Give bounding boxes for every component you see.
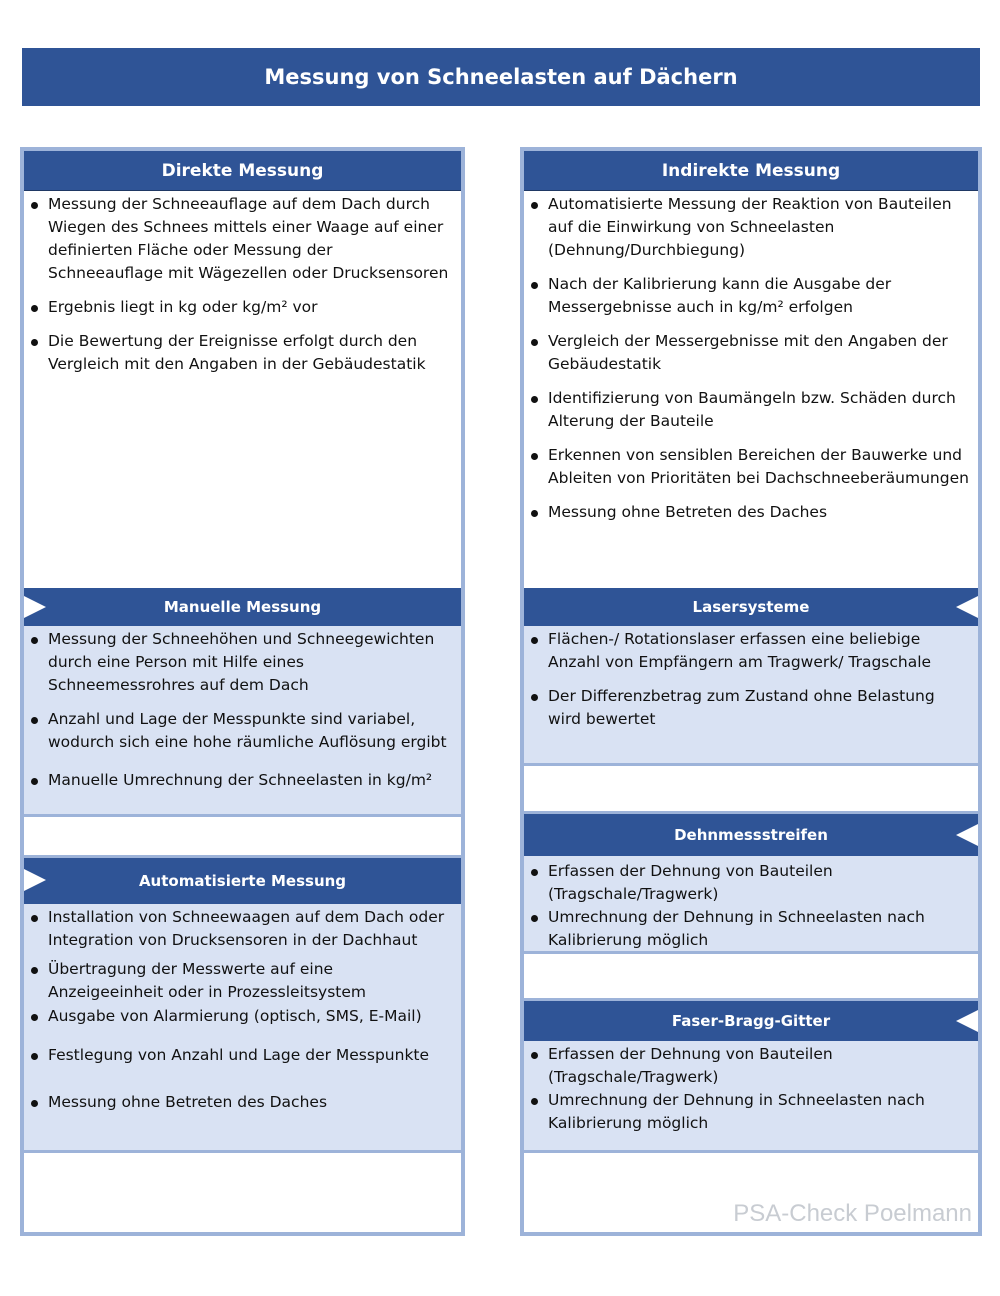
laser-list <box>526 628 972 731</box>
list-item: Automatisierte Messung der Reaktion von Bauteilen auf die Einwirkung von Schneelasten (Dehnung/Durchbiegung) <box>526 193 972 262</box>
indirect-heading-label: Indirekte Messung <box>661 160 841 181</box>
separator <box>524 951 978 954</box>
list-item: Identifizierung von Baumängeln bzw. Schäden durch Alterung der Bauteile <box>526 387 972 433</box>
list-item: Erfassen der Dehnung von Bauteilen (Tragschale/Tragwerk) <box>526 1043 972 1089</box>
laser-heading-label: Lasersysteme <box>692 598 810 616</box>
list-item: Messung ohne Betreten des Daches <box>526 501 972 524</box>
direct-heading <box>24 151 461 191</box>
list-item: Erkennen von sensiblen Bereichen der Bauwerke und Ableiten von Prioritäten bei Dachschneeberäumungen <box>526 444 972 490</box>
list-item: Ergebnis liegt in kg oder kg/m² vor <box>26 296 451 319</box>
arrow-right-icon <box>24 869 46 891</box>
list-item: Messung ohne Betreten des Daches <box>26 1091 451 1114</box>
list-item: Festlegung von Anzahl und Lage der Messpunkte <box>26 1044 451 1067</box>
page-title: Messung von Schneelasten auf Dächern <box>264 65 738 89</box>
indirect-heading <box>524 151 978 191</box>
list-item: Der Differenzbetrag zum Zustand ohne Belastung wird bewertet <box>526 685 972 731</box>
manual-list <box>26 628 451 792</box>
fbg-heading-label: Faser-Bragg-Gitter <box>671 1012 831 1030</box>
credit-watermark: PSA-Check Poelmann <box>733 1200 972 1227</box>
manual-heading <box>24 588 461 626</box>
list-item: Vergleich der Messergebnisse mit den Angaben der Gebäudestatik <box>526 330 972 376</box>
list-item: Installation von Schneewaagen auf dem Dach oder Integration von Drucksensoren in der Dachhaut <box>26 906 451 952</box>
manual-heading-label: Manuelle Messung <box>163 598 322 616</box>
strain-heading-label: Dehnmessstreifen <box>674 826 828 844</box>
list-item: Ausgabe von Alarmierung (optisch, SMS, E-Mail) <box>26 1005 451 1028</box>
strain-heading <box>524 814 978 856</box>
list-item: Messung der Schneehöhen und Schneegewichten durch eine Person mit Hilfe eines Schneemessrohres auf dem Dach <box>26 628 451 697</box>
list-item: Umrechnung der Dehnung in Schneelasten nach Kalibrierung möglich <box>526 1089 972 1135</box>
separator <box>524 1150 978 1153</box>
list-item: Erfassen der Dehnung von Bauteilen (Tragschale/Tragwerk) <box>526 860 972 906</box>
automated-list <box>26 906 451 1114</box>
automated-heading <box>24 858 461 904</box>
separator <box>524 763 978 766</box>
arrow-left-icon <box>956 824 978 846</box>
indirect-list <box>526 193 972 524</box>
fbg-heading <box>524 1001 978 1041</box>
fbg-list <box>526 1043 972 1135</box>
list-item: Messung der Schneeauflage auf dem Dach durch Wiegen des Schnees mittels einer Waage auf einer definierten Fläche oder Messung der Schneeauflage mit Wägezellen oder Drucksensoren <box>26 193 451 285</box>
list-item: Die Bewertung der Ereignisse erfolgt durch den Vergleich mit den Angaben in der Gebäudestatik <box>26 330 451 376</box>
list-item: Nach der Kalibrierung kann die Ausgabe der Messergebnisse auch in kg/m² erfolgen <box>526 273 972 319</box>
strain-list <box>526 860 972 952</box>
arrow-left-icon <box>956 1010 978 1032</box>
arrow-left-icon <box>956 596 978 618</box>
laser-heading <box>524 588 978 626</box>
direct-heading-label: Direkte Messung <box>161 160 324 181</box>
automated-heading-label: Automatisierte Messung <box>138 872 347 890</box>
arrow-right-icon <box>24 596 46 618</box>
list-item: Anzahl und Lage der Messpunkte sind variabel, wodurch sich eine hohe räumliche Auflösung ergibt <box>26 708 451 754</box>
direct-list <box>26 193 451 376</box>
list-item: Manuelle Umrechnung der Schneelasten in kg/m² <box>26 769 451 792</box>
list-item: Flächen-/ Rotationslaser erfassen eine beliebige Anzahl von Empfängern am Tragwerk/ Tragschale <box>526 628 972 674</box>
title-banner <box>22 48 980 106</box>
separator <box>24 1150 461 1153</box>
separator <box>24 814 461 817</box>
list-item: Übertragung der Messwerte auf eine Anzeigeeinheit oder in Prozessleitsystem <box>26 958 451 1004</box>
list-item: Umrechnung der Dehnung in Schneelasten nach Kalibrierung möglich <box>526 906 972 952</box>
